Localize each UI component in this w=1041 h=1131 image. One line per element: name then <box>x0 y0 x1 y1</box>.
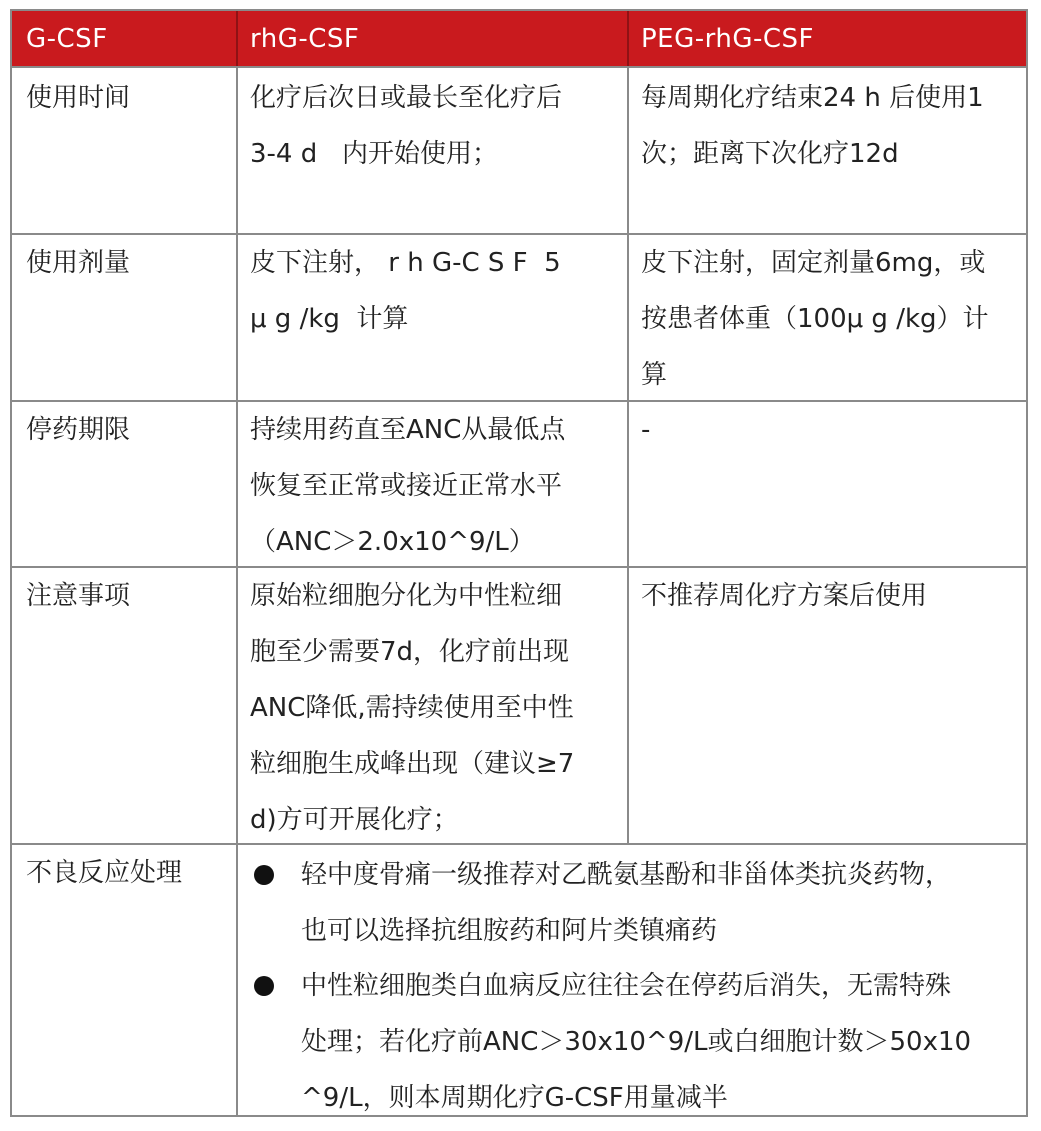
rhg-line: 恢复至正常或接近正常水平 <box>250 471 563 501</box>
row-label: 注意事项 <box>26 581 131 611</box>
rhg-line: 持续用药直至ANC从最低点 <box>250 415 566 445</box>
peg-line: 按患者体重（100μ g /kg）计 <box>641 304 989 334</box>
bullet-line: ^9/L，则本周期化疗G-CSF用量减半 <box>301 1083 728 1113</box>
rhg-line: 3-4 d 内开始使用； <box>250 139 499 169</box>
peg-line: 每周期化疗结束24 h 后使用1 <box>641 83 984 113</box>
header-divider <box>627 11 629 68</box>
row-label: 使用时间 <box>26 83 131 113</box>
column-divider <box>627 402 629 566</box>
peg-line: - <box>641 415 651 445</box>
rhg-line: 皮下注射， r h G-C S F 5 <box>250 248 561 278</box>
bullet-icon <box>254 865 274 885</box>
row-label: 使用剂量 <box>26 248 131 278</box>
header-divider <box>236 11 238 68</box>
peg-line: 算 <box>641 360 668 390</box>
rhg-line: （ANC＞2.0x10^9/L） <box>250 527 535 557</box>
bullet-line: 轻中度骨痛一级推荐对乙酰氨基酚和非甾体类抗炎药物， <box>301 860 952 890</box>
column-divider <box>627 568 629 843</box>
table-row <box>12 400 1026 566</box>
table-row <box>12 843 1026 1115</box>
column-divider <box>236 402 238 566</box>
column-divider <box>236 68 238 233</box>
rhg-line: 化疗后次日或最长至化疗后 <box>250 83 563 113</box>
column-divider <box>627 68 629 233</box>
table-row <box>12 233 1026 400</box>
bullet-line: 处理；若化疗前ANC＞30x10^9/L或白细胞计数＞50x10 <box>301 1027 972 1057</box>
header-gcsf: G-CSF <box>26 24 108 54</box>
column-divider <box>236 235 238 400</box>
header-rhgcsf: rhG-CSF <box>250 24 360 54</box>
header-peg-rhgcsf: PEG-rhG-CSF <box>641 24 814 54</box>
rhg-line: 胞至少需要7d，化疗前出现 <box>250 637 570 667</box>
rhg-line: μ g /kg 计算 <box>250 304 409 334</box>
table-row <box>12 566 1026 843</box>
peg-line: 次；距离下次化疗12d <box>641 139 899 169</box>
row-label: 不良反应处理 <box>26 858 183 888</box>
rhg-line: 粒细胞生成峰出现（建议≥7 <box>250 749 575 779</box>
row-label: 停药期限 <box>26 415 131 445</box>
column-divider <box>236 568 238 843</box>
gcsf-comparison-table <box>10 9 1028 1117</box>
peg-line: 皮下注射，固定剂量6mg，或 <box>641 248 986 278</box>
rhg-line: ANC降低,需持续使用至中性 <box>250 693 574 723</box>
bullet-icon <box>254 976 274 996</box>
rhg-line: 原始粒细胞分化为中性粒细 <box>250 581 563 611</box>
rhg-line: d)方可开展化疗； <box>250 805 459 835</box>
peg-line: 不推荐周化疗方案后使用 <box>641 581 928 611</box>
bullet-line: 中性粒细胞类白血病反应往往会在停药后消失，无需特殊 <box>301 971 952 1001</box>
table-row <box>12 66 1026 233</box>
column-divider <box>236 845 238 1115</box>
table-header <box>12 11 1026 68</box>
bullet-line: 也可以选择抗组胺药和阿片类镇痛药 <box>301 916 718 946</box>
column-divider <box>627 235 629 400</box>
